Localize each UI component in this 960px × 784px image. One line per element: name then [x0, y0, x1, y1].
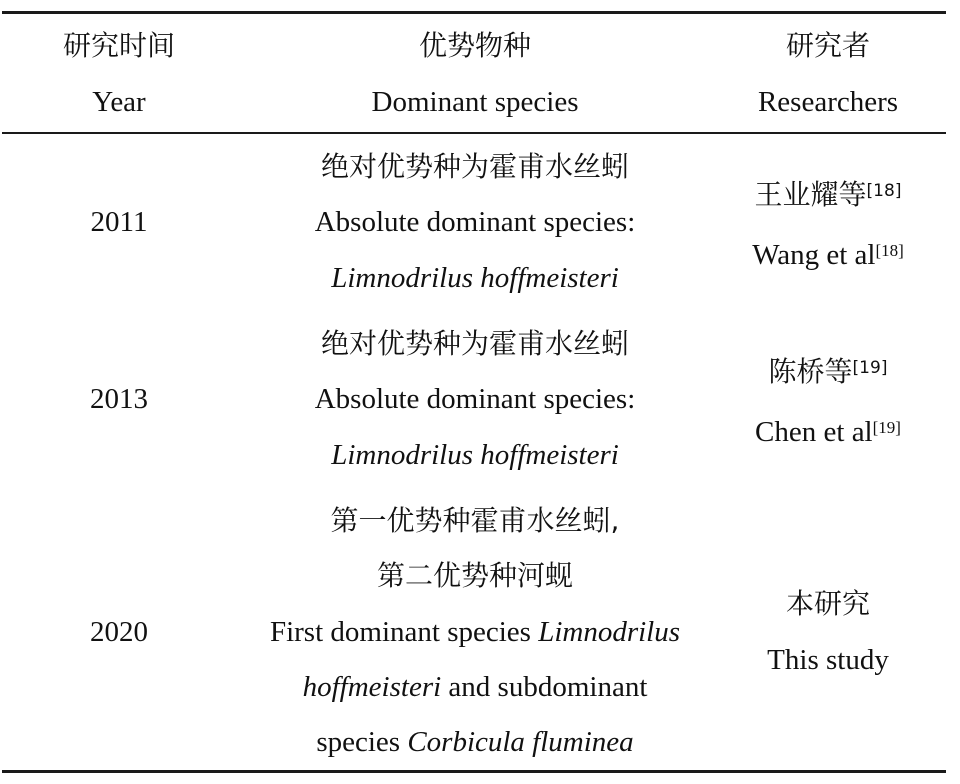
- row-2020-year: 2020: [90, 616, 148, 648]
- row-2011-species-latin: Limnodrilus hoffmeisteri: [331, 262, 619, 294]
- citation-18: [18]: [866, 181, 902, 201]
- row-2020-species-en-3: species Corbicula fluminea: [316, 726, 634, 758]
- row-2020-species-en-2: hoffmeisteri and subdominant: [302, 671, 648, 703]
- table-bottom-rule: [2, 770, 946, 773]
- header-researchers-en: Researchers: [757, 86, 899, 118]
- row-2020-species-en-1: First dominant species Limnodrilus: [269, 616, 681, 648]
- row-2013-year: 2013: [90, 383, 148, 415]
- table-top-rule: [2, 11, 946, 14]
- row-2020-species-zh-2: 第二优势种河蚬: [376, 559, 574, 592]
- row-2013-researcher-zh: 陈桥等[19]: [768, 355, 888, 388]
- row-2011-researcher-en: Wang et al[18]: [752, 239, 904, 271]
- row-2020-researcher-en: This study: [767, 644, 889, 676]
- row-2011-year: 2011: [90, 206, 148, 238]
- row-2011-species-en: Absolute dominant species:: [314, 206, 636, 238]
- row-2013-species-latin: Limnodrilus hoffmeisteri: [331, 439, 619, 471]
- table-header-rule: [2, 132, 946, 134]
- header-year-en: Year: [92, 86, 146, 118]
- citation-19-en: [19]: [872, 418, 901, 437]
- row-2011-species-zh: 绝对优势种为霍甫水丝蚓: [320, 150, 630, 183]
- row-2013-species-en: Absolute dominant species:: [314, 383, 636, 415]
- row-2013-species-zh: 绝对优势种为霍甫水丝蚓: [320, 327, 630, 360]
- row-2020-researcher-zh: 本研究: [785, 587, 871, 620]
- header-species-zh: 优势物种: [418, 29, 532, 62]
- header-species-en: Dominant species: [371, 86, 579, 118]
- row-2020-species-zh-1: 第一优势种霍甫水丝蚓,: [330, 504, 620, 537]
- row-2011-researcher-zh: 王业耀等[18]: [754, 178, 902, 211]
- citation-19: [19]: [852, 358, 888, 378]
- citation-18-en: [18]: [875, 241, 904, 260]
- header-researchers-zh: 研究者: [785, 29, 871, 62]
- header-year-zh: 研究时间: [62, 29, 176, 62]
- row-2013-researcher-en: Chen et al[19]: [755, 416, 901, 448]
